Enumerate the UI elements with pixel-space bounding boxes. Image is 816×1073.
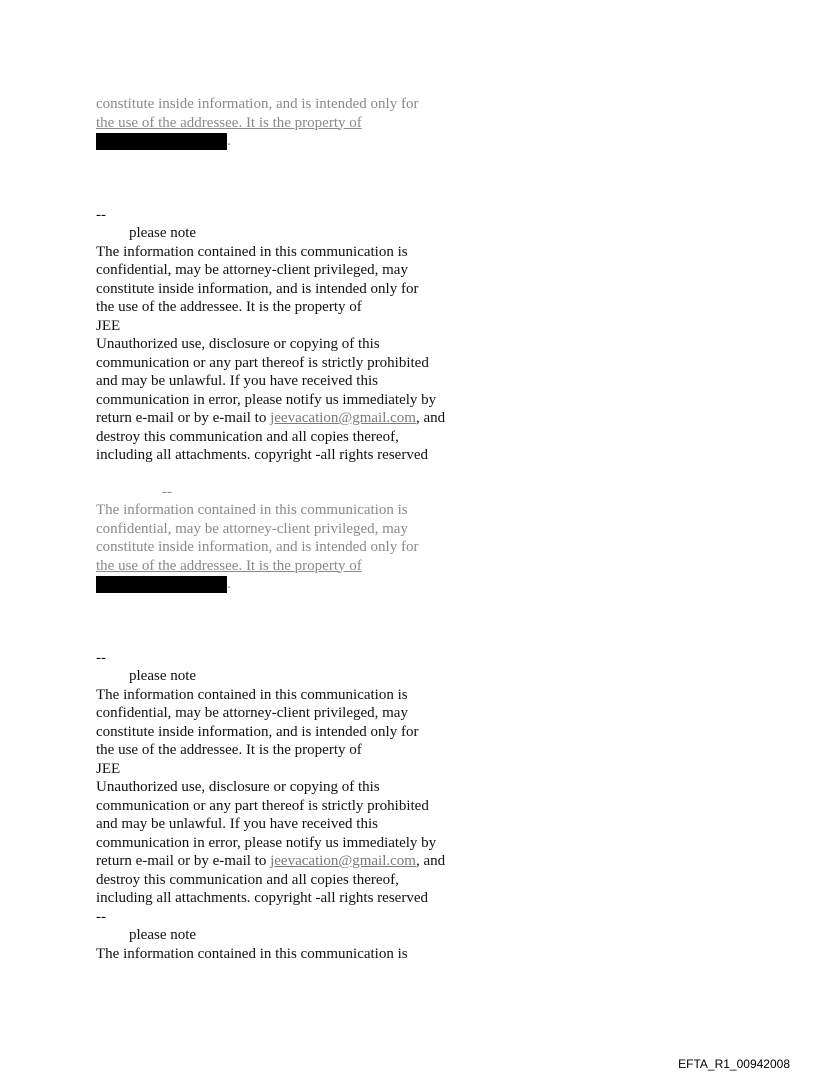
email-line <box>96 852 556 871</box>
text-line <box>96 114 556 133</box>
email-suffix: , and <box>415 410 446 426</box>
email-suffix: , and <box>415 853 446 869</box>
separator-dashes: -- <box>162 483 172 500</box>
text-line: JEE <box>96 760 121 777</box>
text-line: communication or any part thereof is strictly prohibited <box>96 354 429 371</box>
text-line: destroy this communication and all copies thereof, <box>96 428 399 445</box>
email-link[interactable]: jeevacation@gmail.com <box>270 410 416 426</box>
email-link[interactable]: jeevacation@gmail.com <box>270 853 416 869</box>
underlined-text: the use of the addressee. It is the property of <box>96 557 362 574</box>
text-line: JEE <box>96 317 121 334</box>
text-line: confidential, may be attorney-client privileged, may <box>96 705 408 721</box>
confidentiality-notice-2 <box>96 649 556 908</box>
text-line: the use of the addressee. It is the property of <box>96 299 362 315</box>
text-line: constitute inside information, and is intended only for <box>96 539 419 555</box>
underlined-text: the use of the addressee. It is the property of <box>96 114 362 131</box>
please-note-label: please note <box>129 668 197 684</box>
text-line: including all attachments. copyright -all rights reserved <box>96 890 428 906</box>
text-line: The information contained in this communication is <box>96 502 408 518</box>
text-line: constitute inside information, and is intended only for <box>96 280 419 297</box>
text-line: confidential, may be attorney-client privileged, may <box>96 262 408 278</box>
email-prefix: return e-mail or by e-mail to <box>96 853 271 869</box>
period: . <box>227 133 231 149</box>
text-line <box>96 557 556 576</box>
confidentiality-notice-3 <box>96 908 556 964</box>
document-id-footer: EFTA_R1_00942008 <box>678 1057 790 1071</box>
redaction-line <box>96 575 556 594</box>
text-line: communication in error, please notify us immediately by <box>96 391 437 408</box>
text-line: destroy this communication and all copies thereof, <box>96 871 399 888</box>
text-line: confidential, may be attorney-client privileged, may <box>96 520 408 537</box>
quoted-disclaimer-1 <box>96 95 556 151</box>
text-line: The information contained in this communication is <box>96 686 408 703</box>
text-line: Unauthorized use, disclosure or copying of this <box>96 336 380 352</box>
text-line: communication in error, please notify us immediately by <box>96 834 437 851</box>
text-line: constitute inside information, and is intended only for <box>96 723 419 740</box>
redaction-box <box>96 133 227 150</box>
text-line: and may be unlawful. If you have received this <box>96 373 378 389</box>
text-line: and may be unlawful. If you have received this <box>96 816 378 832</box>
email-document-body <box>96 95 556 963</box>
please-note-label: please note <box>129 225 197 241</box>
text-line: communication or any part thereof is strictly prohibited <box>96 797 429 814</box>
separator-dashes: -- <box>96 908 106 925</box>
email-line <box>96 409 556 428</box>
period: . <box>227 576 231 592</box>
email-prefix: return e-mail or by e-mail to <box>96 410 271 426</box>
confidentiality-notice-1 <box>96 206 556 465</box>
text-line: Unauthorized use, disclosure or copying of this <box>96 779 380 795</box>
please-note-label: please note <box>129 927 197 943</box>
quoted-disclaimer-2 <box>96 483 556 594</box>
redaction-line <box>96 132 556 151</box>
text-line: constitute inside information, and is intended only for <box>96 96 419 112</box>
text-line: including all attachments. copyright -all rights reserved <box>96 447 428 463</box>
text-line: The information contained in this communication is <box>96 243 408 260</box>
text-line: The information contained in this communication is <box>96 945 408 962</box>
separator-dashes: -- <box>96 206 106 223</box>
text-line: the use of the addressee. It is the property of <box>96 742 362 758</box>
separator-dashes: -- <box>96 649 106 666</box>
redaction-box <box>96 576 227 593</box>
